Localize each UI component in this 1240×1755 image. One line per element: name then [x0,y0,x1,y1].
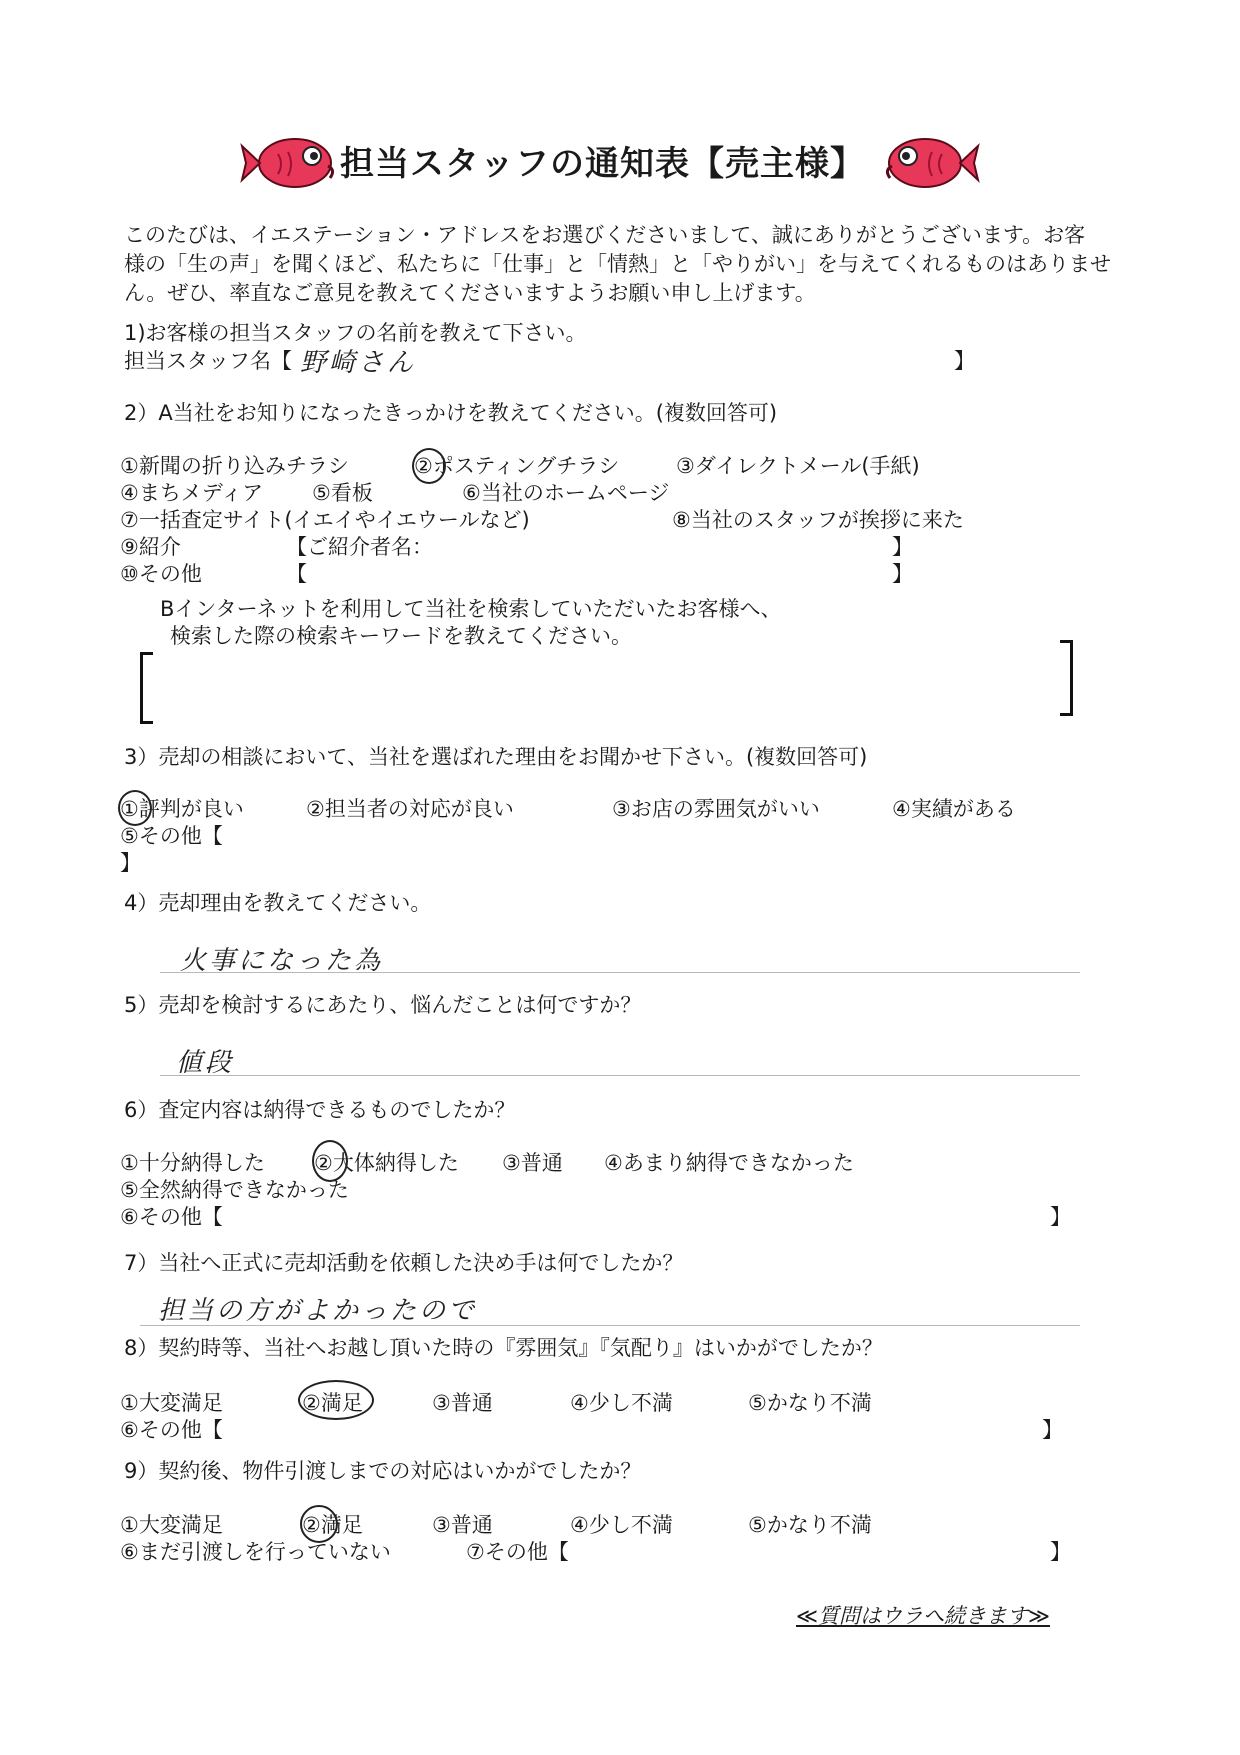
intro-line-1: このたびは、イエステーション・アドレスをお選びくださいまして、誠にありがとうございます。お客 [124,223,1086,247]
q3-option-2: ②担当者の対応が良い [306,797,514,821]
q3-option-5: ⑤その他【 [120,824,223,848]
q9-option-6: ⑥まだ引渡しを行っていない [120,1540,391,1564]
q2-option-7: ⑦一括査定サイト(イエイやイエウールなど) [120,508,530,532]
q1-label: 担当スタッフ名【 [124,349,292,373]
q8-option-4: ④少し不満 [570,1391,673,1415]
page-title: 担当スタッフの通知表【売主様】 [340,144,865,184]
q3-option-3: ③お店の雰囲気がいい [612,797,820,821]
q6-option-4: ④あまり納得できなかった [604,1151,854,1175]
q6-option-3: ③普通 [502,1151,563,1175]
q1-close-bracket: 】 [954,349,975,373]
q2-option-10: ⑩その他 [120,562,202,586]
q9-option-3: ③普通 [432,1513,493,1537]
q9-option-2: ②満足 [302,1513,363,1537]
continued-note: ≪質問はウラへ続きます≫ [796,1604,1050,1628]
q3-close-bracket: 】 [120,851,141,875]
q7-answer: 担当の方がよかったので [158,1296,478,1326]
q4-answer-line [160,972,1080,973]
q9-close-bracket: 】 [1050,1540,1071,1564]
q2-option-1: ①新聞の折り込みチラシ [120,454,349,478]
q6-option-5: ⑤全然納得できなかった [120,1178,349,1202]
q2-option-4: ④まちメディア [120,481,264,505]
q8-selected-circle [298,1380,374,1420]
q2-question: 2）A当社をお知りになったきっかけを教えてください。(複数回答可) [124,401,778,425]
intro-line-3: ん。ぜひ、率直なご意見を教えてくださいますようお願い申し上げます。 [124,281,816,305]
q7-answer-line [140,1325,1080,1326]
q2-other-close: 】 [892,562,913,586]
q2-selected-circle [412,448,446,484]
q4-question: 4）売却理由を教えてください。 [124,891,432,915]
q1-answer: 野崎さん [300,348,417,378]
q2-referrer-field: 【ご紹介者名： [286,535,433,559]
q2-option-5: ⑤看板 [312,481,373,505]
q9-option-7: ⑦その他【 [466,1540,569,1564]
q6-option-6: ⑥その他【 [120,1205,223,1229]
q2-option-2: ②ポスティングチラシ [414,454,620,478]
q5-answer-line [160,1075,1080,1076]
q6-close-bracket: 】 [1050,1205,1071,1229]
q2-other-field: 【 [286,562,307,586]
q9-option-1: ①大変満足 [120,1513,223,1537]
q8-option-6: ⑥その他【 [120,1418,223,1442]
q7-question: 7）当社へ正式に売却活動を依頼した決め手は何でしたか？ [124,1251,684,1275]
q3-question: 3）売却の相談において、当社を選ばれた理由をお聞かせ下さい。(複数回答可) [124,745,868,769]
q9-selected-circle [300,1505,338,1543]
q2-option-8: ⑧当社のスタッフが挨拶に来た [672,508,964,532]
q8-option-5: ⑤かなり不満 [748,1391,872,1415]
q6-selected-circle [312,1140,348,1182]
q8-option-1: ①大変満足 [120,1391,223,1415]
q2-option-9: ⑨紹介 [120,535,181,559]
q8-option-3: ③普通 [432,1391,493,1415]
q8-question: 8）契約時等、当社へお越し頂いた時の『雰囲気』『気配り』はいかがでしたか？ [124,1336,883,1360]
keyword-box-right [1060,640,1073,716]
q2-b-line-1: Bインターネットを利用して当社を検索していただいたお客様へ、 [160,597,782,621]
q3-option-1: ①評判が良い [120,797,244,821]
q2-b-line-2: 検索した際の検索キーワードを教えてください。 [170,624,632,648]
q2-option-6: ⑥当社のホームページ [462,481,670,505]
q9-option-5: ⑤かなり不満 [748,1513,872,1537]
q9-option-4: ④少し不満 [570,1513,673,1537]
left-fish-icon [240,128,340,198]
q8-option-2: ②満足 [302,1391,363,1415]
q5-answer: 値段 [176,1048,235,1078]
q9-question: 9）契約後、物件引渡しまでの対応はいかがでしたか？ [124,1459,642,1483]
q3-option-4: ④実績がある [892,797,1016,821]
q5-question: 5）売却を検討するにあたり、悩んだことは何ですか？ [124,993,642,1017]
intro-line-2: 様の「生の声」を聞くほど、私たちに「仕事」と「情熱」と「やりがい」を与えてくれるものはありませ [124,252,1111,276]
q2-option-3: ③ダイレクトメール(手紙) [676,454,920,478]
q4-answer: 火事になった為 [180,946,384,976]
q3-selected-circle [118,790,152,826]
q8-close-bracket: 】 [1042,1418,1063,1442]
right-fish-icon [880,128,980,198]
q6-option-2: ②大体納得した [314,1151,459,1175]
keyword-box-left [140,652,153,724]
q6-question: 6）査定内容は納得できるものでしたか？ [124,1098,516,1122]
q1-question: 1)お客様の担当スタッフの名前を教えて下さい。 [124,321,587,345]
q6-option-1: ①十分納得した [120,1151,265,1175]
q2-referrer-close: 】 [892,535,913,559]
